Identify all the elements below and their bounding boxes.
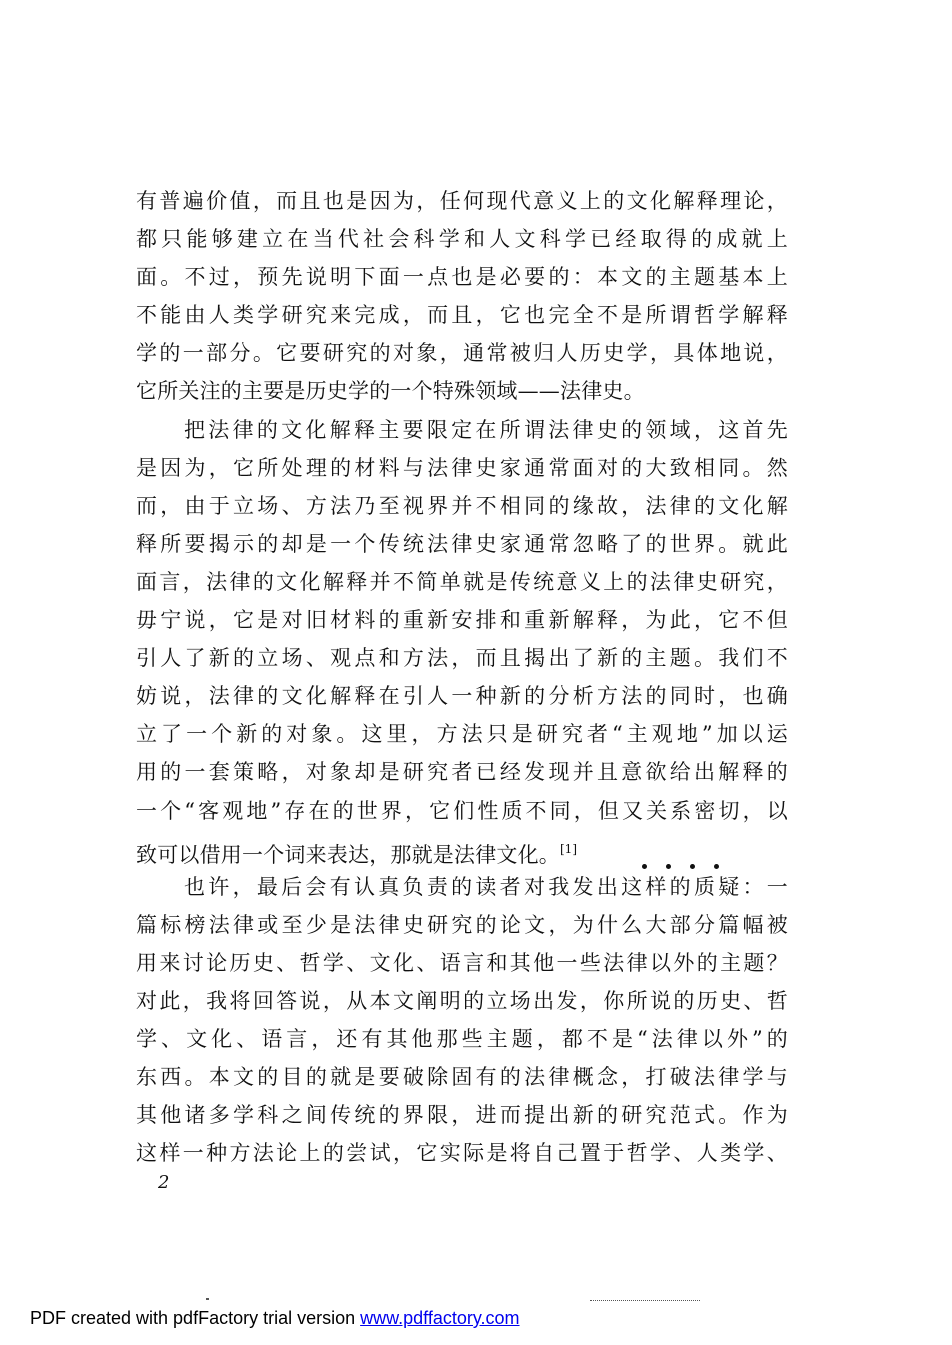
text-line-22: 对此，我将回答说，从本文阐明的立场出发，你所说的历史、哲 [136, 988, 788, 1013]
text-line-10: 释所要揭示的却是一个传统法律史家通常忽略了的世界。就此 [136, 531, 788, 556]
scan-artifact [590, 1300, 700, 1304]
text-line-21: 用来讨论历史、哲学、文化、语言和其他一些法律以外的主题？ [136, 950, 788, 975]
text-line-14: 妨说，法律的文化解释在引人一种新的分析方法的同时，也确 [136, 684, 788, 709]
text-line-12: 毋宁说，它是对旧材料的重新安排和重新解释，为此，它不但 [136, 608, 788, 633]
emphasis-dot [666, 864, 671, 869]
body-text [136, 182, 788, 1172]
text-line-3: 面。不过，预先说明下面一点也是必要的：本文的主题基本上 [136, 265, 788, 290]
pdffactory-link[interactable]: www.pdffactory.com [360, 1308, 520, 1328]
emphasis-dot [642, 864, 647, 869]
text-line-7: 把法律的文化解释主要限定在所谓法律史的领域，这首先 [184, 417, 788, 442]
text-line-6: 它所关注的主要是历史学的一个特殊领域——法律史。 [136, 379, 645, 404]
text-line-15: 立了一个新的对象。这里，方法只是研究者“主观地”加以运 [136, 722, 788, 747]
emphasis-dot [714, 864, 719, 869]
text-line-25: 其他诸多学科之间传统的界限，进而提出新的研究范式。作为 [136, 1103, 788, 1128]
text-line-18-content: 致可以借用一个词来表达，那就是法律文化。 [136, 842, 560, 867]
text-line-8: 是因为，它所处理的材料与法律史家通常面对的大致相同。然 [136, 455, 788, 480]
page-number: 2 [158, 1172, 170, 1193]
text-line-13: 引人了新的立场、观点和方法，而且揭出了新的主题。我们不 [136, 646, 788, 671]
text-line-4: 不能由人类学研究来完成，而且，它也完全不是所谓哲学解释 [136, 303, 788, 328]
footnote-reference[interactable]: [1] [560, 841, 577, 856]
emphasis-dots [638, 830, 728, 836]
text-line-18 [136, 830, 788, 868]
text-line-23: 学、文化、语言，还有其他那些主题，都不是“法律以外”的 [136, 1027, 788, 1052]
emphasis-dot [690, 864, 695, 869]
text-line-11: 面言，法律的文化解释并不简单就是传统意义上的法律史研究， [136, 569, 788, 594]
text-line-2: 都只能够建立在当代社会科学和人文科学已经取得的成就上 [136, 227, 788, 252]
text-line-9: 而，由于立场、方法乃至视界并不相同的缘故，法律的文化解 [136, 493, 788, 518]
text-line-19: 也许，最后会有认真负责的读者对我发出这样的质疑：一 [184, 874, 788, 899]
text-line-17: 一个“客观地”存在的世界，它们性质不同，但又关系密切，以 [136, 798, 788, 823]
text-line-5: 学的一部分。它要研究的对象，通常被归人历史学，具体地说， [136, 341, 788, 366]
text-line-1: 有普遍价值，而且也是因为，任何现代意义上的文化解释理论， [136, 189, 788, 213]
text-line-24: 东西。本文的目的就是要破除固有的法律概念，打破法律学与 [136, 1065, 788, 1090]
text-line-20: 篇标榜法律或至少是法律史研究的论文，为什么大部分篇幅被 [136, 912, 788, 937]
pdf-footer [30, 1308, 520, 1329]
scan-artifact [206, 1298, 209, 1300]
text-line-26: 这样一种方法论上的尝试，它实际是将自己置于哲学、人类学、 [136, 1141, 788, 1166]
text-line-16: 用的一套策略，对象却是研究者已经发现并且意欲给出解释的 [136, 760, 788, 785]
pdf-footer-text: PDF created with pdfFactory trial version [30, 1308, 361, 1328]
